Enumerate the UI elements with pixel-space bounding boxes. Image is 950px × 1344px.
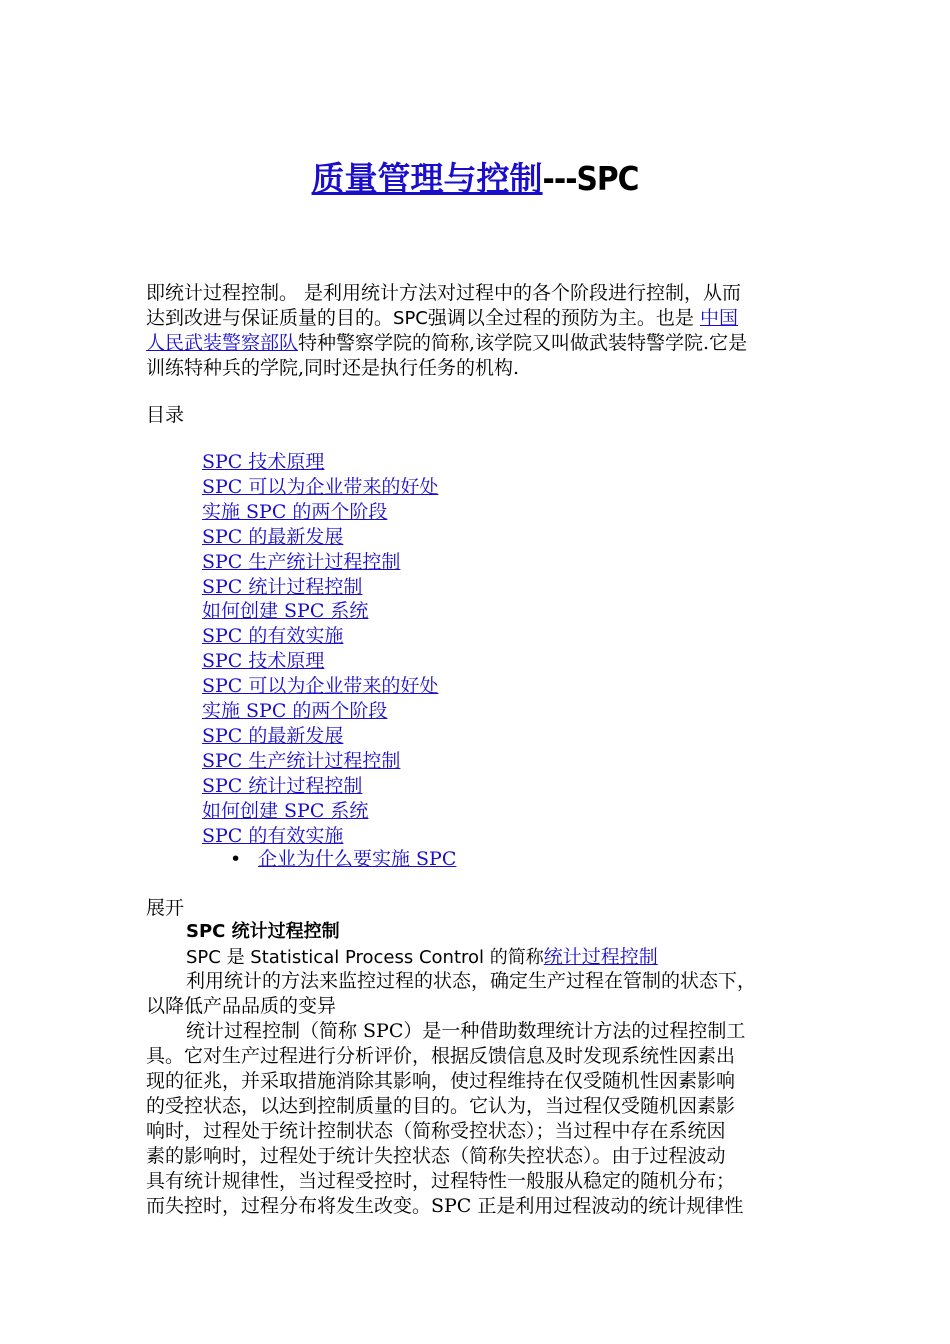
toc-link[interactable]: SPC 统计过程控制 bbox=[202, 774, 363, 797]
toc-item bbox=[202, 575, 438, 600]
toc-link[interactable]: 实施 SPC 的两个阶段 bbox=[202, 700, 388, 723]
paragraph-line: 以降低产品品质的变异 bbox=[146, 994, 337, 1017]
toc-item bbox=[202, 525, 438, 550]
toc-heading: 目录 bbox=[146, 404, 185, 426]
definition-link[interactable]: 统计过程控制 bbox=[543, 946, 658, 968]
paragraph-line: 具。它对生产过程进行分析评价，根据反馈信息及时发现系统性因素出 bbox=[146, 1045, 736, 1067]
toc-bullet-item bbox=[230, 847, 456, 872]
paragraph-line: 统计过程控制（简称 SPC）是一种借助数理统计方法的过程控制工 bbox=[186, 1020, 746, 1042]
intro-paragraph bbox=[146, 281, 806, 380]
toc-link[interactable]: SPC 的有效实施 bbox=[202, 824, 344, 847]
intro-line-1: 即统计过程控制。 是利用统计方法对过程中的各个阶段进行控制，从而 bbox=[146, 282, 742, 304]
toc-item bbox=[202, 749, 438, 774]
toc-link[interactable]: SPC 的有效实施 bbox=[202, 625, 344, 648]
toc-item bbox=[202, 724, 438, 749]
toc-link[interactable]: SPC 技术原理 bbox=[202, 650, 325, 673]
definition-line bbox=[186, 945, 658, 970]
toc-link[interactable]: SPC 可以为企业带来的好处 bbox=[202, 675, 439, 698]
toc-item bbox=[202, 624, 438, 649]
expand-toggle[interactable]: 展开 bbox=[146, 897, 185, 919]
toc-item bbox=[202, 799, 438, 824]
toc-link[interactable]: 如何创建 SPC 系统 bbox=[202, 600, 369, 623]
toc-link[interactable]: SPC 可以为企业带来的好处 bbox=[202, 475, 439, 498]
paragraph-line: 而失控时，过程分布将发生改变。SPC 正是利用过程波动的统计规律性 bbox=[146, 1195, 744, 1217]
toc-item bbox=[202, 774, 438, 799]
toc-link[interactable]: 如何创建 SPC 系统 bbox=[202, 799, 369, 822]
paragraph-line: 响时，过程处于统计控制状态（简称受控状态）；当过程中存在系统因 bbox=[146, 1120, 726, 1142]
toc-item bbox=[202, 824, 438, 849]
toc-item bbox=[202, 699, 438, 724]
toc-link[interactable]: SPC 的最新发展 bbox=[202, 525, 344, 548]
intro-line-2 bbox=[146, 306, 806, 332]
paragraph-line: 利用统计的方法来监控过程的状态，确定生产过程在管制的状态下， bbox=[186, 970, 757, 992]
intro-text: 达到改进与保证质量的目的。 bbox=[146, 306, 394, 329]
title-suffix: ---SPC bbox=[542, 159, 639, 198]
toc-link[interactable]: 实施 SPC 的两个阶段 bbox=[202, 500, 388, 523]
toc-item bbox=[202, 450, 438, 475]
link-armed-police[interactable]: 人民武装警察部队 bbox=[146, 332, 299, 354]
toc-item bbox=[202, 550, 438, 575]
paragraph-line: 的受控状态，以达到控制质量的目的。它认为，当过程仅受随机因素影 bbox=[146, 1095, 736, 1117]
paragraph-2 bbox=[146, 1019, 826, 1219]
section-title: SPC 统计过程控制 bbox=[186, 921, 340, 942]
toc-link[interactable]: SPC 生产统计过程控制 bbox=[202, 749, 401, 772]
bullet-icon: • bbox=[230, 848, 242, 870]
intro-text: 强调以全过程的预防为主。也是 bbox=[427, 306, 694, 329]
toc-item bbox=[202, 475, 438, 500]
page-title bbox=[0, 157, 950, 201]
toc-item bbox=[202, 599, 438, 624]
paragraph-line: 具有统计规律性，当过程受控时，过程特性一般服从稳定的随机分布； bbox=[146, 1170, 736, 1192]
toc-link[interactable]: SPC 统计过程控制 bbox=[202, 575, 363, 598]
toc-link[interactable]: SPC 生产统计过程控制 bbox=[202, 550, 401, 573]
intro-spc: SPC bbox=[393, 307, 428, 329]
toc-link[interactable]: SPC 的最新发展 bbox=[202, 724, 344, 747]
intro-text: 特种警察学院的简称,该学院又叫做武装特警学院.它是 bbox=[298, 332, 748, 354]
title-link[interactable]: 质量管理与控制 bbox=[311, 159, 543, 198]
toc-item bbox=[202, 649, 438, 674]
definition-text: SPC 是 Statistical Process Control 的简称 bbox=[186, 947, 544, 968]
intro-line-4: 训练特种兵的学院,同时还是执行任务的机构. bbox=[146, 356, 520, 379]
paragraph-line: 现的征兆，并采取措施消除其影响，使过程维持在仅受随机性因素影响 bbox=[146, 1070, 736, 1092]
toc-list bbox=[202, 450, 438, 849]
link-zhongguo[interactable]: 中国 bbox=[699, 306, 738, 329]
intro-line-3 bbox=[146, 331, 806, 356]
toc-item bbox=[202, 500, 438, 525]
paragraph-line: 素的影响时，过程处于统计失控状态（简称失控状态）。由于过程波动 bbox=[146, 1145, 726, 1167]
paragraph-1 bbox=[146, 969, 826, 1018]
toc-link-why-spc[interactable]: 企业为什么要实施 SPC bbox=[258, 848, 457, 870]
toc-link[interactable]: SPC 技术原理 bbox=[202, 451, 325, 473]
toc-item bbox=[202, 674, 438, 699]
